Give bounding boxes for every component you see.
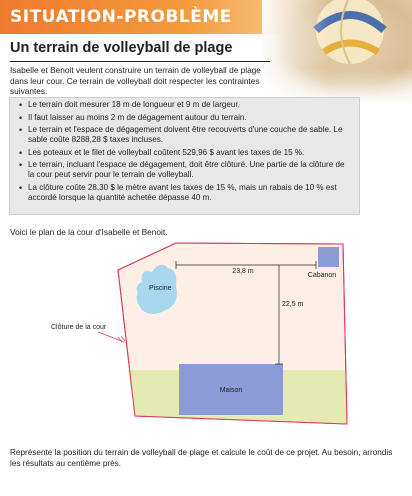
volleyball-photo — [262, 0, 412, 105]
intro-paragraph: Isabelle et Benoit veulent construire un terrain de volleyball de plage dans leur cour. Ce terrain de volleyball doit respecter les contraintes suivantes. — [10, 65, 261, 96]
list-item: • Le terrain doit mesurer 18 m de longueur et 9 m de largeur. — [28, 100, 353, 110]
list-item: • La clôture coûte 28,30 $ le mètre avant les taxes de 15 %, mais un rabais de 10 % est accordé lorsque la quantité achetée dépasse 40 m. — [28, 183, 353, 203]
horizontal-dimension-label: 23,8 m — [232, 268, 254, 275]
banner-title: SITUATION-PROBLÈME — [10, 7, 232, 27]
vertical-dimension-label: 22,5 m — [282, 301, 304, 308]
fence-label: Clôture de la cour — [51, 324, 107, 331]
fence-tick-icon — [118, 336, 125, 342]
plan-intro: Voici le plan de la cour d'Isabelle et Benoit. — [10, 227, 168, 237]
shed — [318, 247, 339, 267]
yard-plan-diagram — [0, 238, 412, 433]
shed-label: Cabanon — [307, 272, 337, 279]
list-item: • Les poteaux et le filet de volleyball coûtent 529,96 $ avant les taxes de 15 %. — [28, 148, 353, 158]
page-title: Un terrain de volleyball de plage — [10, 40, 233, 56]
fence-pointer — [98, 332, 124, 342]
list-item: • Le terrain et l'espace de dégagement doivent être recouverts d'une couche de sable. Le sable coûte 8288,28 $ taxes incluses. — [28, 125, 353, 145]
list-item: • Il faut laisser au moins 2 m de dégagement autour du terrain. — [28, 113, 353, 123]
task-instructions: Représente la position du terrain de volleyball de plage et calcule le coût de ce projet. Au besoin, arrondis les résultats au centième près. — [10, 448, 393, 468]
constraints-box — [9, 97, 360, 215]
house-label: Maison — [219, 387, 243, 394]
list-item: • Le terrain, incluant l'espace de dégagement, doit être clôturé. Une partie de la clôture de la cour peut servir pour le terrain de volleyball. — [28, 160, 353, 180]
pool-label: Piscine — [149, 285, 172, 292]
title-underline — [10, 61, 270, 62]
constraints-list — [10, 98, 359, 203]
